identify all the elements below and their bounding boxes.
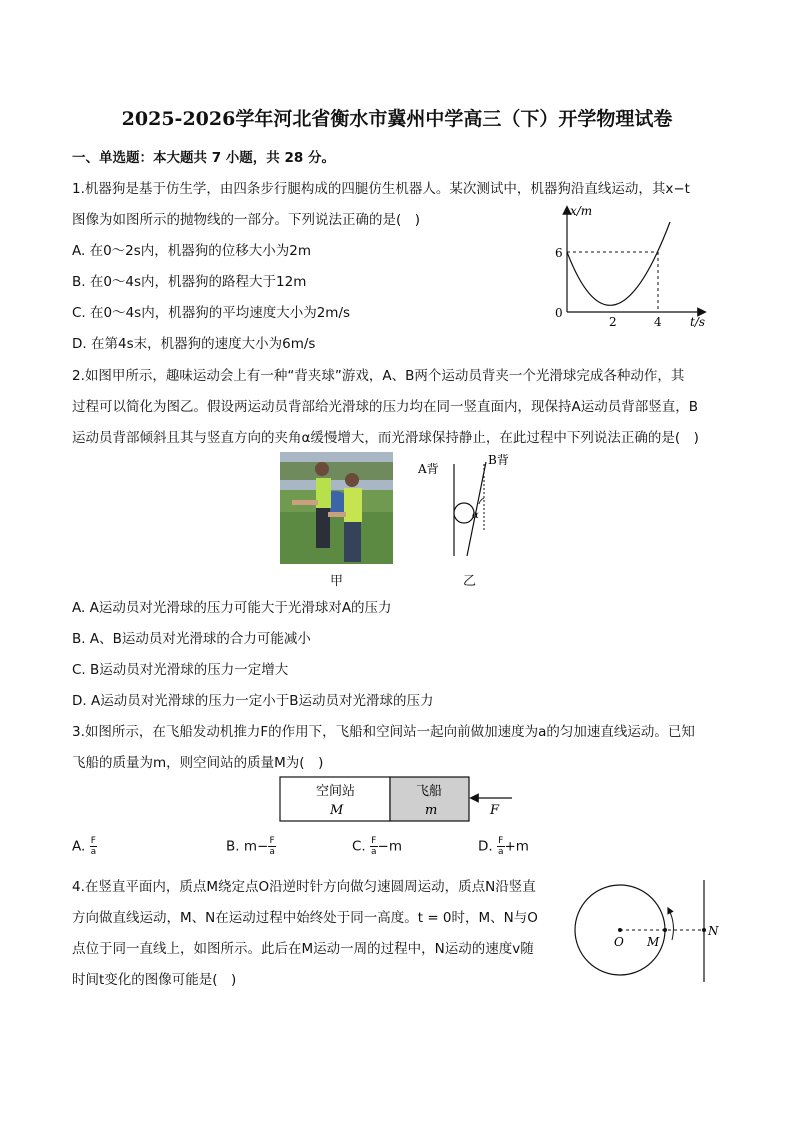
q1-xt-graph bbox=[540, 200, 720, 335]
q1-option-a: A. 在0～2s内，机器狗的位移大小为2m bbox=[72, 243, 312, 259]
q4-label-m: M bbox=[647, 935, 660, 949]
q3-ship-title: 飞船 bbox=[416, 784, 443, 799]
q1-origin: 0 bbox=[555, 306, 563, 320]
q3-diagram bbox=[278, 776, 518, 826]
q3-option-b: B. m− $\frac{F}{a}$ bbox=[226, 836, 275, 857]
q4-stem-line2: 方向做直线运动，M、N在运动过程中始终处于同一高度。t = 0时，M、N与O bbox=[72, 910, 538, 926]
q1-parabola bbox=[567, 222, 670, 305]
q2-stem-line1: 2.如图甲所示，趣味运动会上有一种“背夹球”游戏，A、B两个运动员背夹一个光滑球完成各种动作，其 bbox=[72, 368, 685, 384]
q4-label-o: O bbox=[614, 935, 624, 949]
q2-ball bbox=[454, 503, 474, 523]
page-title: 2025-2026学年河北省衡水市冀州中学高三（下）开学物理试卷 bbox=[121, 108, 673, 130]
q3-force-label: F bbox=[490, 803, 500, 818]
q2-option-b: B. A、B运动员对光滑球的合力可能减小 bbox=[72, 631, 311, 647]
q1-xtick-2: 2 bbox=[609, 315, 617, 329]
q4-point-o bbox=[618, 928, 622, 932]
section-heading: 一、单选题：本大题共 7 小题，共 28 分。 bbox=[72, 150, 335, 166]
q2-stem-line3: 运动员背部倾斜且其与竖直方向的夹角α缓慢增大，而光滑球保持静止，在此过程中下列说法正确的是( ) bbox=[72, 430, 699, 446]
q1-option-c: C. 在0～4s内，机器狗的平均速度大小为2m/s bbox=[72, 305, 351, 321]
q2-angle-arc bbox=[479, 498, 484, 504]
q2-label-b: B背 bbox=[488, 453, 509, 467]
q3-stem-line2: 飞船的质量为m，则空间站的质量M为( ) bbox=[72, 755, 324, 771]
q2-diagram-yi bbox=[412, 448, 522, 588]
q4-stem-line4: 时间t变化的图像可能是( ) bbox=[72, 972, 237, 988]
q1-stem-line1: 1.机器狗是基于仿生学，由四条步行腿构成的四腿仿生机器人。某次测试中，机器狗沿直线运动，其x−t bbox=[72, 181, 690, 197]
q4-stem-line3: 点位于同一直线上，如图所示。此后在M运动一周的过程中，N运动的速度v随 bbox=[72, 941, 534, 957]
q1-option-b: B. 在0～4s内，机器狗的路程大于12m bbox=[72, 274, 307, 290]
q2-photo bbox=[280, 452, 393, 564]
q2-stem-line2: 过程可以简化为图乙。假设两运动员背部给光滑球的压力均在同一竖直面内，现保持A运动员背部竖直，B bbox=[72, 399, 698, 415]
q1-option-d: D. 在第4s末，机器狗的速度大小为6m/s bbox=[72, 336, 316, 352]
q4-label-n: N bbox=[708, 924, 719, 938]
q3-ship-symbol: m bbox=[425, 803, 438, 818]
q2-label-alpha: α bbox=[472, 510, 479, 521]
q4-ccw-arrow bbox=[669, 910, 673, 940]
q2-option-d: D. A运动员对光滑球的压力一定小于B运动员对光滑球的压力 bbox=[72, 693, 434, 709]
q1-stem-line2: 图像为如图所示的抛物线的一部分。下列说法正确的是( ) bbox=[72, 212, 421, 228]
q3-option-d: D. $\frac{F}{a}$ +m bbox=[478, 836, 529, 857]
q2-caption-yi: 乙 bbox=[463, 574, 477, 589]
q3-station-symbol: M bbox=[330, 803, 344, 818]
q1-ytick-6: 6 bbox=[555, 246, 563, 260]
q1-ylabel: x/m bbox=[570, 204, 593, 218]
q3-option-c: C. $\frac{F}{a}$ −m bbox=[352, 836, 402, 857]
q3-option-a: A. $\frac{F}{a}$ bbox=[72, 836, 97, 857]
q2-option-a: A. A运动员对光滑球的压力可能大于光滑球对A的压力 bbox=[72, 600, 392, 616]
q1-xlabel: t/s bbox=[690, 315, 706, 329]
q2-caption-jia: 甲 bbox=[330, 574, 344, 589]
q4-point-m bbox=[663, 928, 667, 932]
q3-station-title: 空间站 bbox=[316, 784, 356, 799]
q4-stem-line1: 4.在竖直平面内，质点M绕定点O沿逆时针方向做匀速圆周运动，质点N沿竖直 bbox=[72, 879, 536, 895]
q3-stem-line1: 3.如图所示，在飞船发动机推力F的作用下，飞船和空间站一起向前做加速度为a的匀加速直线运动。已知 bbox=[72, 724, 695, 740]
q1-xtick-4: 4 bbox=[654, 315, 662, 329]
q4-diagram bbox=[568, 874, 728, 986]
q2-option-c: C. B运动员对光滑球的压力一定增大 bbox=[72, 662, 289, 678]
q2-label-a: A背 bbox=[418, 462, 439, 476]
